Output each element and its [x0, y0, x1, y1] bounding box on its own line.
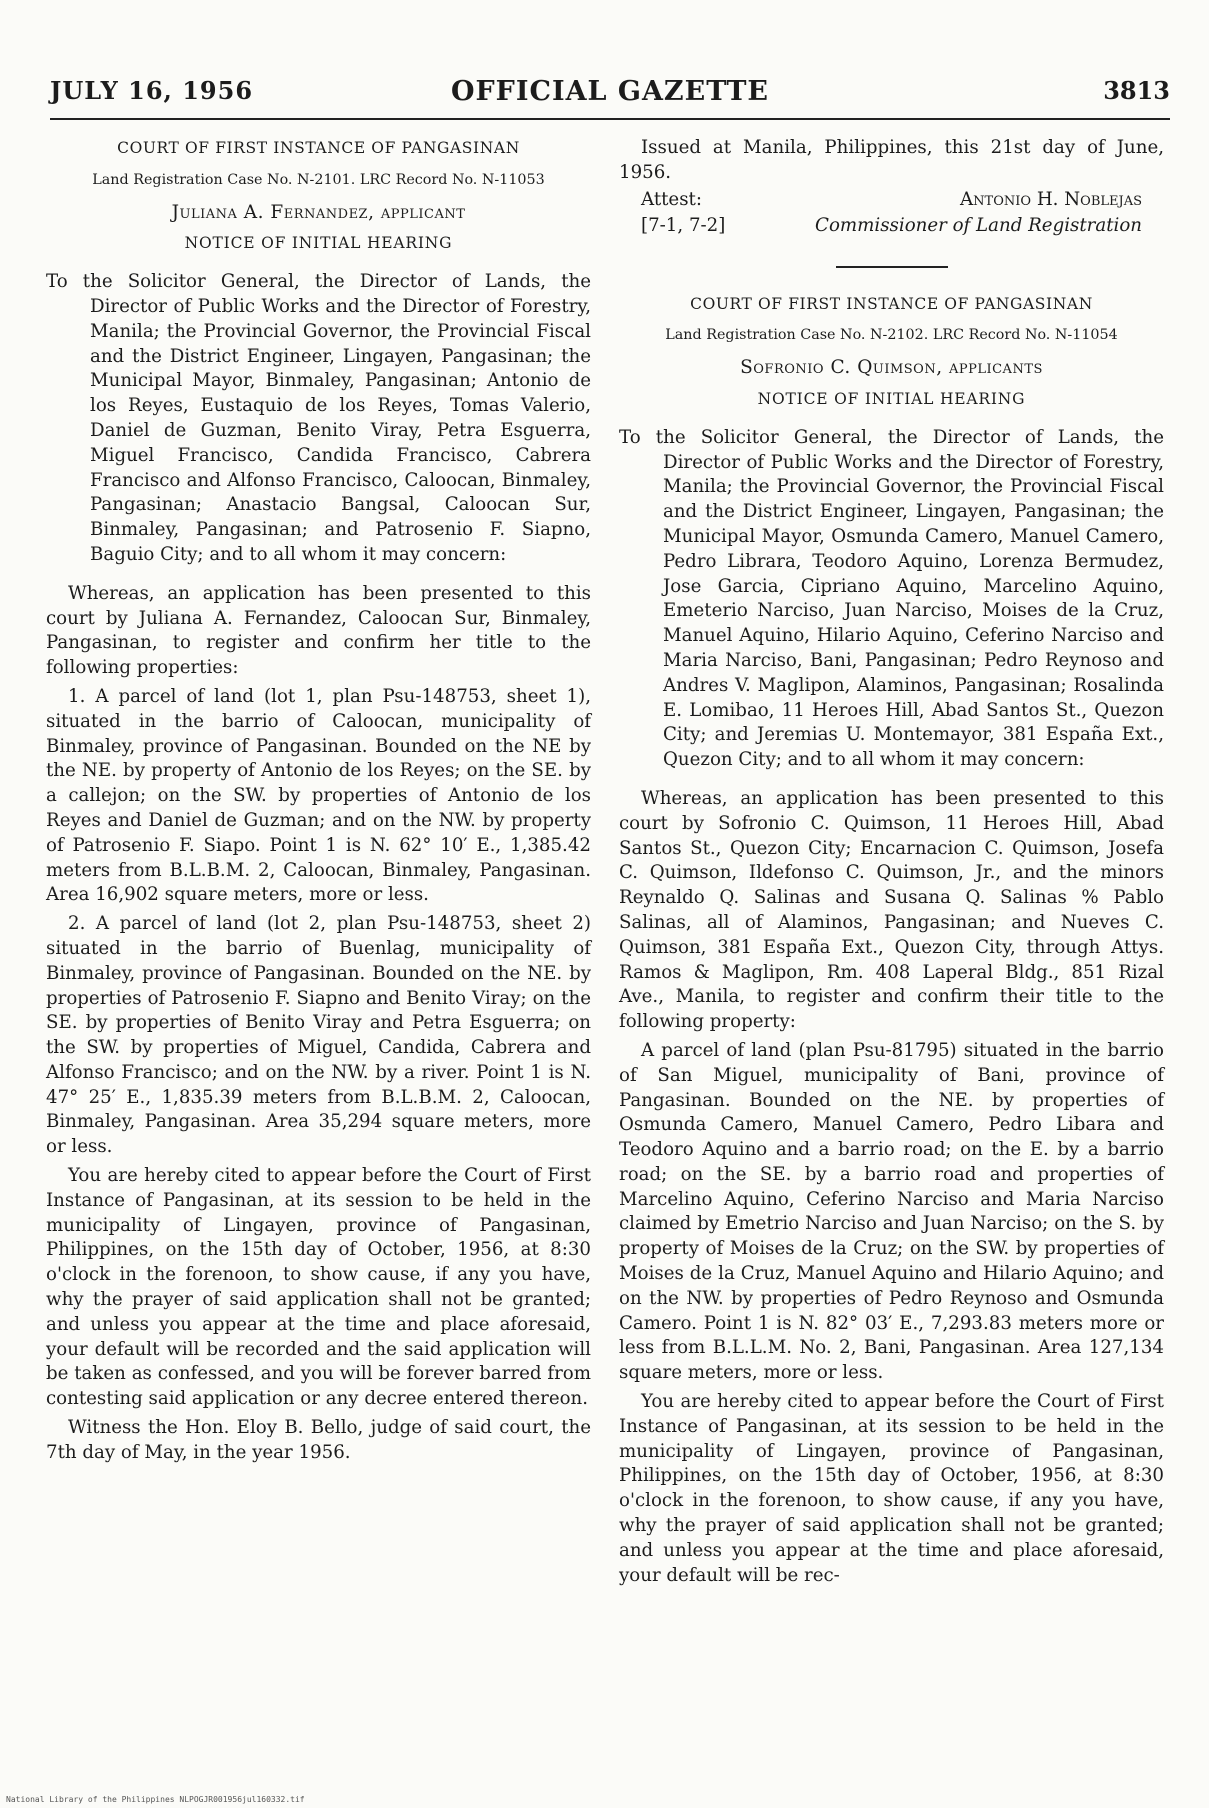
- publication-title: OFFICIAL GAZETTE: [450, 76, 770, 107]
- section-separator: [836, 266, 948, 268]
- header-rule: [50, 118, 1170, 120]
- citation-paragraph: You are hereby cited to appear before the Court of First Instance of Pangasinan, at its session to be held in the municipality of Lingayen, province of Pangasinan, Philippines, on the 15th day of October, 1956, at 8:30 o'clock in the forenoon, to show cause, if any you have, why the prayer of said application shall not be granted; and unless you appear at the time and place aforesaid, your default will be recorded and the said application will be taken as confessed, and you will be forever barred from contesting said application or any decree entered thereon.: [46, 1165, 591, 1410]
- notice-title: NOTICE OF INITIAL HEARING: [757, 389, 1026, 408]
- witness-paragraph: Witness the Hon. Eloy B. Bello, judge of said court, the 7th day of May, in the year 1956.: [46, 1417, 591, 1463]
- parcel-2-paragraph: 2. A parcel of land (lot 2, plan Psu-148753, sheet 2) situated in the barrio of Buenlag, municipality of Binmaley, province of Pangasinan. Bounded on the NE. by properties of Patrosenio F. Siapno and Benito Viray; on the SE. by properties of Benito Viray and Petra Esguerra; on the SW. by properties of Miguel, Candida, Cabrera and Alfonso Francisco; and on the NW. by a river. Point 1 is N. 47° 25′ E., 1,835.39 meters from B.L.B.M. 2, Caloocan, Binmaley, Pangasinan. Area 35,294 square meters, more or less.: [46, 913, 591, 1158]
- scan-footer: National Library of the Philippines NLPOGJR001956jul160332.tif: [6, 1795, 305, 1804]
- left-column: [46, 136, 591, 1466]
- right-column: [619, 136, 1164, 1588]
- attest-line: [619, 188, 1164, 214]
- case-line: Land Registration Case No. N-2102. LRC Record No. N-11054: [665, 327, 1118, 344]
- issue-date: JULY 16, 1956: [50, 76, 254, 105]
- page-number: 3813: [1103, 76, 1170, 105]
- whereas-paragraph: Whereas, an application has been presented to this court by Sofronio C. Quimson, 11 Heroes Hill, Abad Santos St., Quezon City; Encarnacion C. Quimson, Josefa C. Quimson, Ildefonso C. Quimson, Jr., and the minors Reynaldo Q. Salinas and Susana Q. Salinas % Pablo Salinas, all of Alaminos, Pangasinan; and Nueves C. Quimson, 381 España Ext., Quezon City, through Attys. Ramos & Maglipon, Rm. 408 Laperal Bldg., 851 Rizal Ave., Manila, to register and confirm their title to the following property:: [619, 787, 1164, 1033]
- applicant-line: Sofronio C. Quimson, applicants: [740, 357, 1043, 379]
- case-line: Land Registration Case No. N-2101. LRC Record No. N-11053: [92, 171, 545, 188]
- addressees-paragraph: To the Solicitor General, the Director of Lands, the Director of Public Works and the Director of Forestry, Manila; the Provincial Governor, the Provincial Fiscal and the District Engineer, Lingayen, Pangasinan; the Municipal Mayor, Binmaley, Pangasinan; Antonio de los Reyes, Eustaquio de los Reyes, Tomas Valerio, Daniel de Guzman, Benito Viray, Petra Esguerra, Miguel Francisco, Candida Francisco, Cabrera Francisco and Alfonso Francisco, Caloocan, Binmaley, Pangasinan; Anastacio Bangsal, Caloocan Sur, Binmaley, Pangasinan; and Patrosenio F. Siapno, Baguio City; and to all whom it may concern:: [46, 271, 591, 565]
- attest-signatory: Antonio H. Noblejas: [960, 188, 1142, 210]
- signatory-title: Commissioner of Land Registration: [815, 214, 1142, 236]
- signatory-line: [619, 214, 1164, 240]
- applicant-line: Juliana A. Fernandez, applicant: [171, 201, 466, 223]
- parcel-paragraph: A parcel of land (plan Psu-81795) situated in the barrio of San Miguel, municipality of Bani, province of Pangasinan. Bounded on the NE. by properties of Osmunda Camero, Manuel Camero, Pedro Libara and Teodoro Aquino and a barrio road; on the E. by a barrio road; on the SE. by a barrio road and properties of Marcelino Aquino, Ceferino Narciso and Maria Narciso claimed by Emetrio Narciso and Juan Narciso; on the S. by property of Moises de la Cruz; on the SW. by properties of Moises de la Cruz, Manuel Aquino and Hilario Aquino; and on the NW. by properties of Pedro Reynoso and Osmunda Camero. Point 1 is N. 82° 03′ E., 7,293.83 meters more or less from B.L.L.M. No. 2, Bani, Pangasinan. Area 127,134 square meters, more or less.: [619, 1039, 1164, 1384]
- court-heading: COURT OF FIRST INSTANCE OF PANGASINAN: [690, 294, 1093, 313]
- whereas-paragraph: Whereas, an application has been presented to this court by Juliana A. Fernandez, Caloocan Sur, Binmaley, Pangasinan, to register and confirm her title to the following properties:: [46, 582, 591, 679]
- court-heading: COURT OF FIRST INSTANCE OF PANGASINAN: [117, 139, 520, 157]
- issued-paragraph: Issued at Manila, Philippines, this 21st day of June, 1956.: [619, 137, 1164, 183]
- running-header: [50, 76, 1170, 112]
- addressees-paragraph: To the Solicitor General, the Director of Lands, the Director of Public Works and the Director of Forestry, Manila; the Provincial Governor, the Provincial Fiscal and the District Engineer, Lingayen, Pangasinan; the Municipal Mayor, Osmunda Camero, Manuel Camero, Pedro Librara, Teodoro Aquino, Lorenza Bermudez, Jose Garcia, Cipriano Aquino, Marcelino Aquino, Emeterio Narciso, Juan Narciso, Moises de la Cruz, Manuel Aquino, Hilario Aquino, Ceferino Narciso and Maria Narciso, Bani, Pangasinan; Pedro Reynoso and Andres V. Maglipon, Alaminos, Pangasinan; Rosalinda E. Lomibao, 11 Heroes Hill, Abad Santos St., Quezon City; and Jeremias U. Montemayor, 381 España Ext., Quezon City; and to all whom it may concern:: [619, 426, 1164, 771]
- parcel-1-paragraph: 1. A parcel of land (lot 1, plan Psu-148753, sheet 1), situated in the barrio of Caloocan, municipality of Binmaley, province of Pangasinan. Bounded on the NE by the NE. by property of Antonio de los Reyes; on the SE. by a callejon; on the SW. by properties of Antonio de los Reyes and Daniel de Guzman; and on the NW. by property of Patrosenio F. Siapo. Point 1 is N. 62° 10′ E., 1,385.42 meters from B.L.B.M. 2, Caloocan, Binmaley, Pangasinan. Area 16,902 square meters, more or less.: [46, 685, 591, 906]
- citation-paragraph: You are hereby cited to appear before the Court of First Instance of Pangasinan, at its session to be held in the municipality of Lingayen, province of Pangasinan, Philippines, on the 15th day of October, 1956, at 8:30 o'clock in the forenoon, to show cause, if any you have, why the prayer of said application shall not be granted; and unless you appear at the time and place aforesaid, your default will be rec-: [619, 1391, 1164, 1586]
- attest-label: Attest:: [641, 188, 702, 210]
- publication-dates: [7-1, 7-2]: [641, 214, 726, 236]
- notice-title: NOTICE OF INITIAL HEARING: [184, 234, 453, 253]
